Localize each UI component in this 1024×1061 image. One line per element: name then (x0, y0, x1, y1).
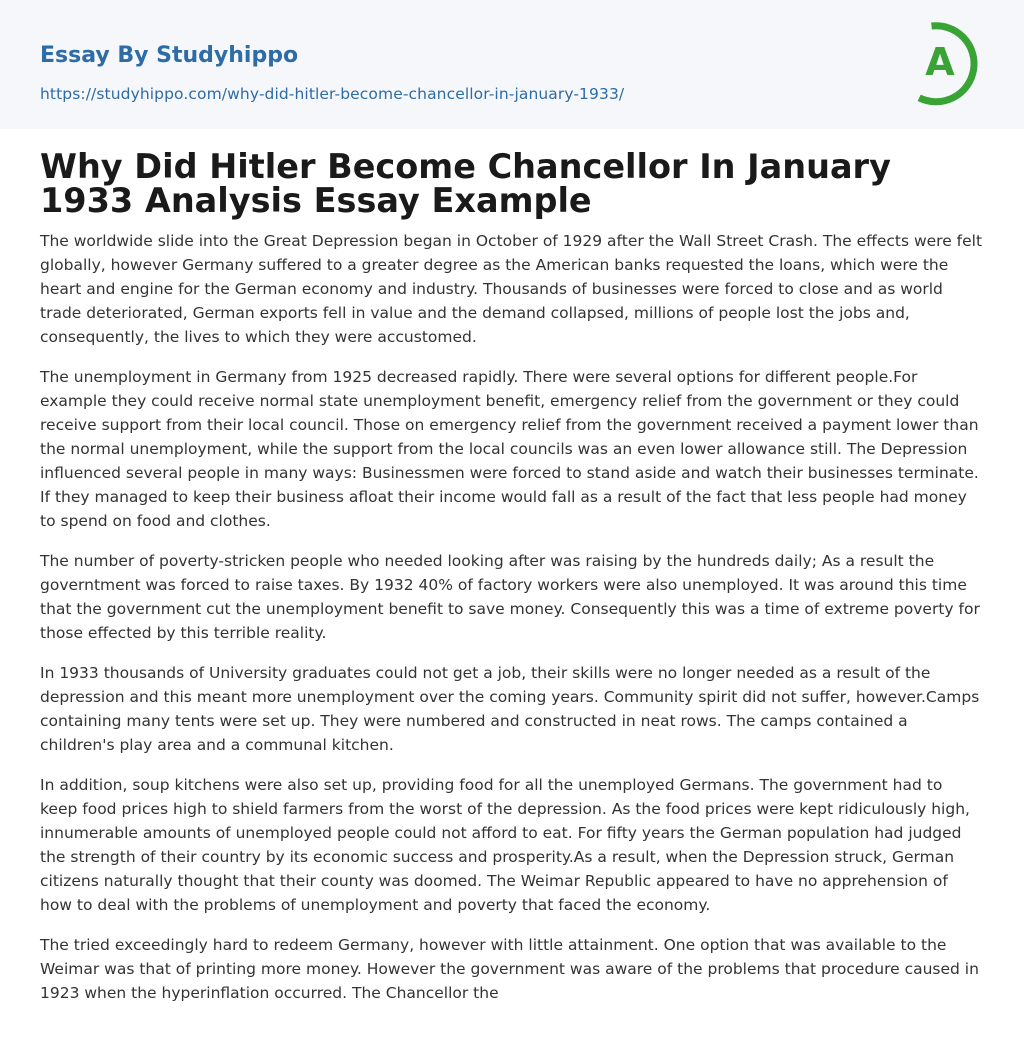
paragraph: The tried exceedingly hard to redeem Germany, however with little attainment. One option that was available to the Weimar was that of printing more money. However the government was aware of the problems that procedure caused in 1923 when the hyperinflation occurred. The Chancellor the (40, 936, 979, 1002)
site-header (0, 0, 1024, 129)
article-url-link[interactable]: https://studyhippo.com/why-did-hitler-become-chancellor-in-january-1933/ (40, 85, 625, 103)
brand-title[interactable]: Essay By Studyhippo (40, 43, 299, 68)
page-title: Why Did Hitler Become Chancellor In January 1933 Analysis Essay Example (40, 147, 891, 220)
paragraph: In 1933 thousands of University graduates could not get a job, their skills were no longer needed as a result of the depression and this meant more unemployment over the coming years. Community spirit did not suffer, however.Camps containing many tents were set up. They were numbered and constructed in neat rows. The camps contained a children's play area and a communal kitchen. (40, 664, 980, 754)
studyhippo-logo-icon[interactable] (906, 18, 988, 106)
article-content (0, 129, 1024, 1005)
logo-letter: A (925, 40, 955, 84)
paragraph: In addition, soup kitchens were also set up, providing food for all the unemployed Germans. The government had to keep food prices high to shield farmers from the worst of the depression. As the food prices were kept ridiculously high, innumerable amounts of unemployed people could not afford to eat. For fifty years the German population had judged the strength of their country by its economic success and prosperity.As a result, when the Depression struck, German citizens naturally thought that their county was doomed. The Weimar Republic appeared to have no apprehension of how to deal with the problems of unemployment and poverty that faced the economy. (40, 776, 970, 914)
paragraph: The number of poverty-stricken people who needed looking after was raising by the hundreds daily; As a result the governtment was forced to raise taxes. By 1932 40% of factory workers were also unemployed. It was around this time that the government cut the unemployment benefit to save money. Consequently this was a time of extreme poverty for those effected by this terrible reality. (40, 552, 980, 642)
paragraph: The unemployment in Germany from 1925 decreased rapidly. There were several options for different people.For example they could receive normal state unemployment benefit, emergency relief from the government or they could receive support from their local council. Those on emergency relief from the government received a payment lower than the normal unemployment, while the support from the local councils was an even lower allowance still. The Depression influenced several people in many ways: Businessmen were forced to stand aside and watch their businesses terminate. If they managed to keep their business afloat their income would fall as a result of the fact that less people had money to spend on food and clothes. (40, 368, 979, 530)
paragraph: The worldwide slide into the Great Depression began in October of 1929 after the Wall Street Crash. The effects were felt globally, however Germany suffered to a greater degree as the American banks requested the loans, which were the heart and engine for the German economy and industry. Thousands of businesses were forced to close and as world trade deteriorated, German exports fell in value and the demand collapsed, millions of people lost the jobs and, consequently, the lives to which they were accustomed. (40, 232, 983, 346)
